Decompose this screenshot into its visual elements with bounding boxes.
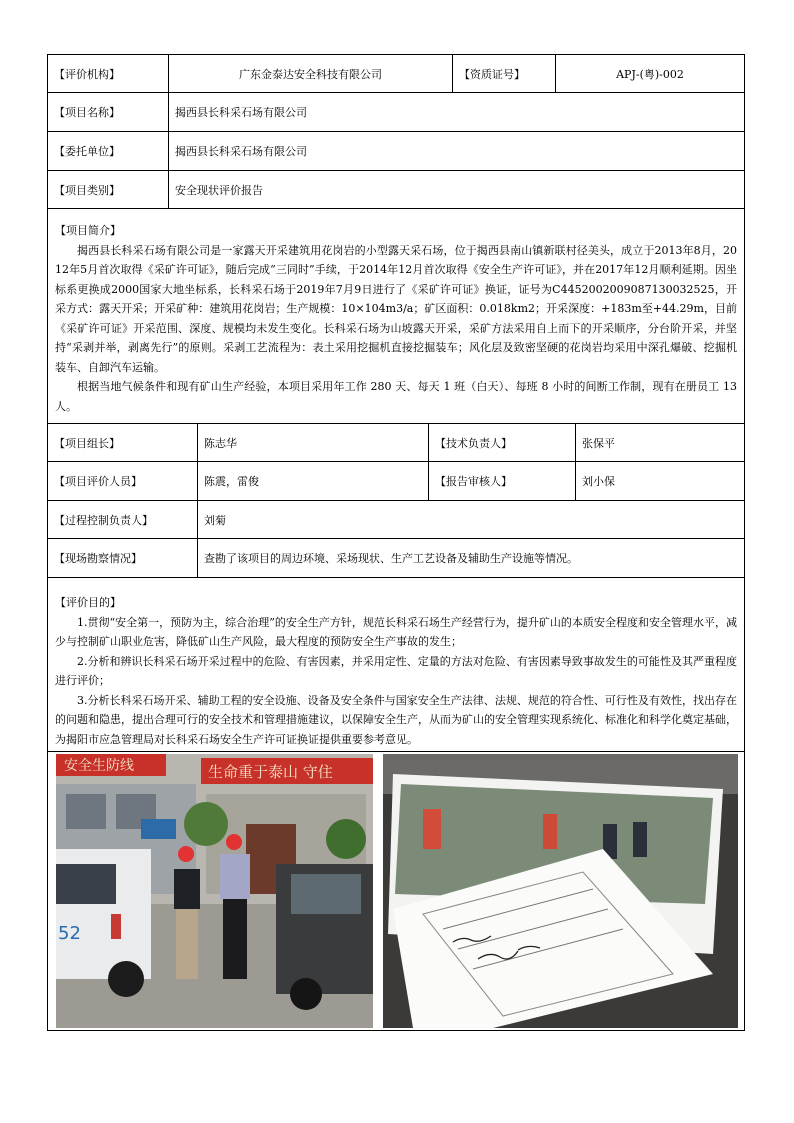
org-label: 【评价机构】 (48, 55, 169, 92)
row-survey (48, 539, 744, 578)
report-frame (47, 54, 745, 1031)
staff-value: 陈震，雷俊 (198, 462, 429, 500)
leader-value: 陈志华 (198, 424, 429, 461)
reviewer-label: 【报告审核人】 (429, 462, 576, 500)
purpose-label: 【评价目的】 (55, 596, 121, 609)
tech-label: 【技术负责人】 (429, 424, 576, 461)
project-name-value: 揭西县长科采石场有限公司 (175, 106, 307, 119)
row-project-type (48, 171, 744, 209)
cert-value: APJ-(粤)-002 (616, 67, 684, 81)
leader-label: 【项目组长】 (48, 424, 198, 461)
survey-value: 查勘了该项目的周边环境、采场现状、生产工艺设备及辅助生产设施等情况。 (204, 552, 578, 565)
client-value: 揭西县长科采石场有限公司 (175, 145, 307, 158)
project-type-value: 安全现状评价报告 (175, 183, 263, 197)
site-photos (48, 752, 744, 1030)
row-staff (48, 462, 744, 501)
client-label: 【委托单位】 (48, 132, 169, 170)
row-org (48, 55, 744, 93)
staff-label: 【项目评价人员】 (48, 462, 198, 500)
project-name-label: 【项目名称】 (48, 93, 169, 131)
banner-text-1: 安全生防线 (64, 758, 134, 774)
purpose-item-1: 1.贯彻“安全第一，预防为主，综合治理”的安全生产方针，规范长科采石场生产经营行为，提升矿山的本质安全程度和安全管理水平，减少与控制矿山职业危害，降低矿山生产风险，最大程度的预防安全生产事故的发生； (55, 615, 737, 648)
row-process (48, 501, 744, 539)
site-photo-right (383, 754, 738, 1028)
purpose-item-2: 2.分析和辨识长科采石场开采过程中的危险、有害因素，并采用定性、定量的方法对危险、有害因素导致事故发生的可能性及其严重程度进行评价； (55, 654, 737, 687)
banner-text-2: 生命重于泰山 守住 (208, 763, 333, 781)
row-client (48, 132, 744, 171)
evaluation-purpose (48, 578, 744, 752)
intro-paragraph-2: 根据当地气候条件和现有矿山生产经验，本项目采用年工作 280 天、每天 1 班（白天）、每班 8 小时的间断工作制，现有在册员工 13 人。 (55, 380, 737, 413)
reviewer-value: 刘小保 (582, 475, 615, 488)
tech-value: 张保平 (582, 436, 615, 450)
process-value: 刘菊 (204, 513, 226, 527)
project-type-label: 【项目类别】 (48, 171, 169, 208)
row-project-name (48, 93, 744, 132)
project-intro (48, 209, 744, 424)
intro-label: 【项目简介】 (55, 224, 121, 237)
process-label: 【过程控制负责人】 (48, 501, 198, 538)
truck-number: 52 (58, 923, 81, 944)
cert-label: 【资质证号】 (453, 55, 556, 92)
intro-paragraph-1: 揭西县长科采石场有限公司是一家露天开采建筑用花岗岩的小型露天采石场，位于揭西县南山镇新联村径美头，成立于2013年8月，2012年5月首次取得《采矿许可证》，随后完成“三同时”手续，于2014年12月首次取得《安全生产许可证》，并在2017年12月顺利延期。因坐标系更换成2000国家大地坐标系，长科采石场于2019年7月9日进行了《采矿许可证》换证，证号为C4452002009087130032525，开采方式：露天开采；开采矿种：建筑用花岗岩；生产规模：10×104m3/a；矿区面积：0.018km2；开采深度：+183m至+44.29m，目前《采矿许可证》开采范围、深度、规模均未发生变化。长科采石场为山坡露天开采，采矿方法采用自上而下的开采顺序，分台阶开采，并坚持“采剥并举，剥离先行”的原则。采剥工艺流程为：表土采用挖掘机直接挖掘装车；风化层及致密坚硬的花岗岩均采用中深孔爆破、挖掘机装车、自卸汽车运输。 (55, 243, 737, 374)
purpose-item-3: 3.分析长科采石场开采、辅助工程的安全设施、设备及安全条件与国家安全生产法律、法规、规范的符合性、可行性及有效性，找出存在的问题和隐患，提出合理可行的安全技术和管理措施建议，以保障安全生产，从而为矿山的安全管理实现系统化、标准化和科学化奠定基础，为揭阳市应急管理局对长科采石场安全生产许可证换证提供重要参考意见。 (55, 693, 737, 746)
row-leader (48, 424, 744, 462)
org-value: 广东金泰达安全科技有限公司 (169, 55, 453, 92)
survey-label: 【现场勘察情况】 (48, 539, 198, 577)
site-photo-left (56, 754, 373, 1028)
